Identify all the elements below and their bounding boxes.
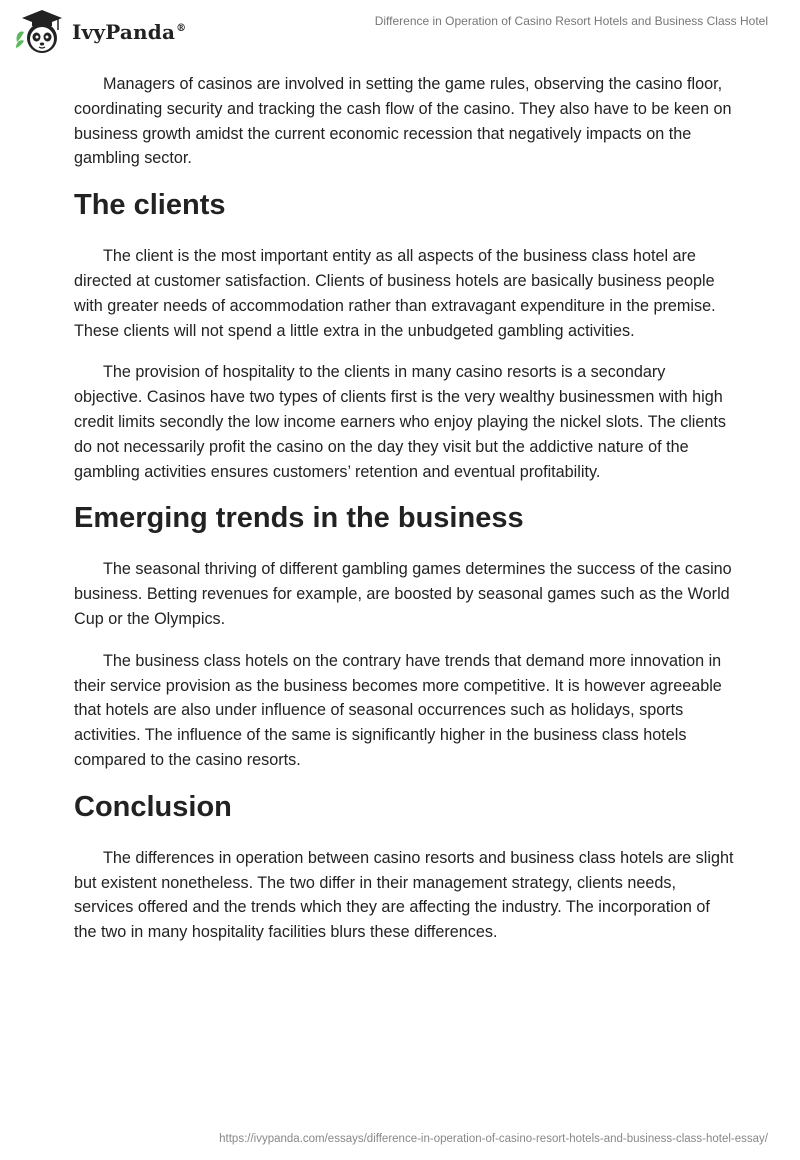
section-heading-trends: Emerging trends in the business xyxy=(74,502,524,535)
clients-paragraph-2: The provision of hospitality to the clients in many casino resorts is a secondary objective. Casinos have two types of clients first is the very wealthy businessmen with high credit limits secondly the low income earners who enjoy playing the nickel slots. The clients do not necessarily profit the casino on the day they visit but the addictive nature of the gambling activities ensures customers’ retention and eventual profitability. xyxy=(74,363,727,481)
page-header xyxy=(0,0,800,64)
source-url[interactable]: https://ivypanda.com/essays/difference-in-operation-of-casino-resort-hotels-and-business-class-hotel-essay/ xyxy=(219,1133,768,1145)
conclusion-paragraph: The differences in operation between casino resorts and business class hotels are slight but existent nonetheless. The two differ in their management strategy, clients needs, services offered and the trends which they are affecting the industry. The incorporation of the two in many hospitality facilities blurs these differences. xyxy=(74,848,734,942)
section-heading-clients: The clients xyxy=(74,189,226,222)
trends-paragraph-2: The business class hotels on the contrary have trends that demand more innovation in their service provision as the business becomes more competitive. It is however agreeable that hotels are also under influence of seasonal occurrences such as holidays, sports activities. The influence of the same is significantly higher in the business class hotels compared to the casino resorts. xyxy=(74,651,722,769)
clients-paragraph-1: The client is the most important entity as all aspects of the business class hotel are directed at customer satisfaction. Clients of business hotels are basically business people with greater needs of accommodation rather than extravagant expenditure in the premise. These clients will not spend a little extra in the unbudgeted gambling activities. xyxy=(74,247,716,340)
registered-mark: ® xyxy=(176,23,187,35)
panda-graduate-logo-icon xyxy=(14,8,66,56)
intro-paragraph: Managers of casinos are involved in setting the game rules, observing the casino floor, coordinating security and tracking the cash flow of the casino. They also have to be keen on business growth amidst the current economic recession that negatively impacts on the gambling sector. xyxy=(74,75,732,168)
section-heading-conclusion: Conclusion xyxy=(74,790,232,823)
trends-paragraph-1: The seasonal thriving of different gambling games determines the success of the casino business. Betting revenues for example, are boosted by seasonal games such as the World Cup or the Olympics. xyxy=(74,560,732,628)
brand-name: IvyPanda® xyxy=(72,20,187,44)
document-title: Difference in Operation of Casino Resort Hotels and Business Class Hotel xyxy=(374,14,768,28)
brand-logo[interactable] xyxy=(14,8,186,56)
essay-body xyxy=(74,72,734,962)
